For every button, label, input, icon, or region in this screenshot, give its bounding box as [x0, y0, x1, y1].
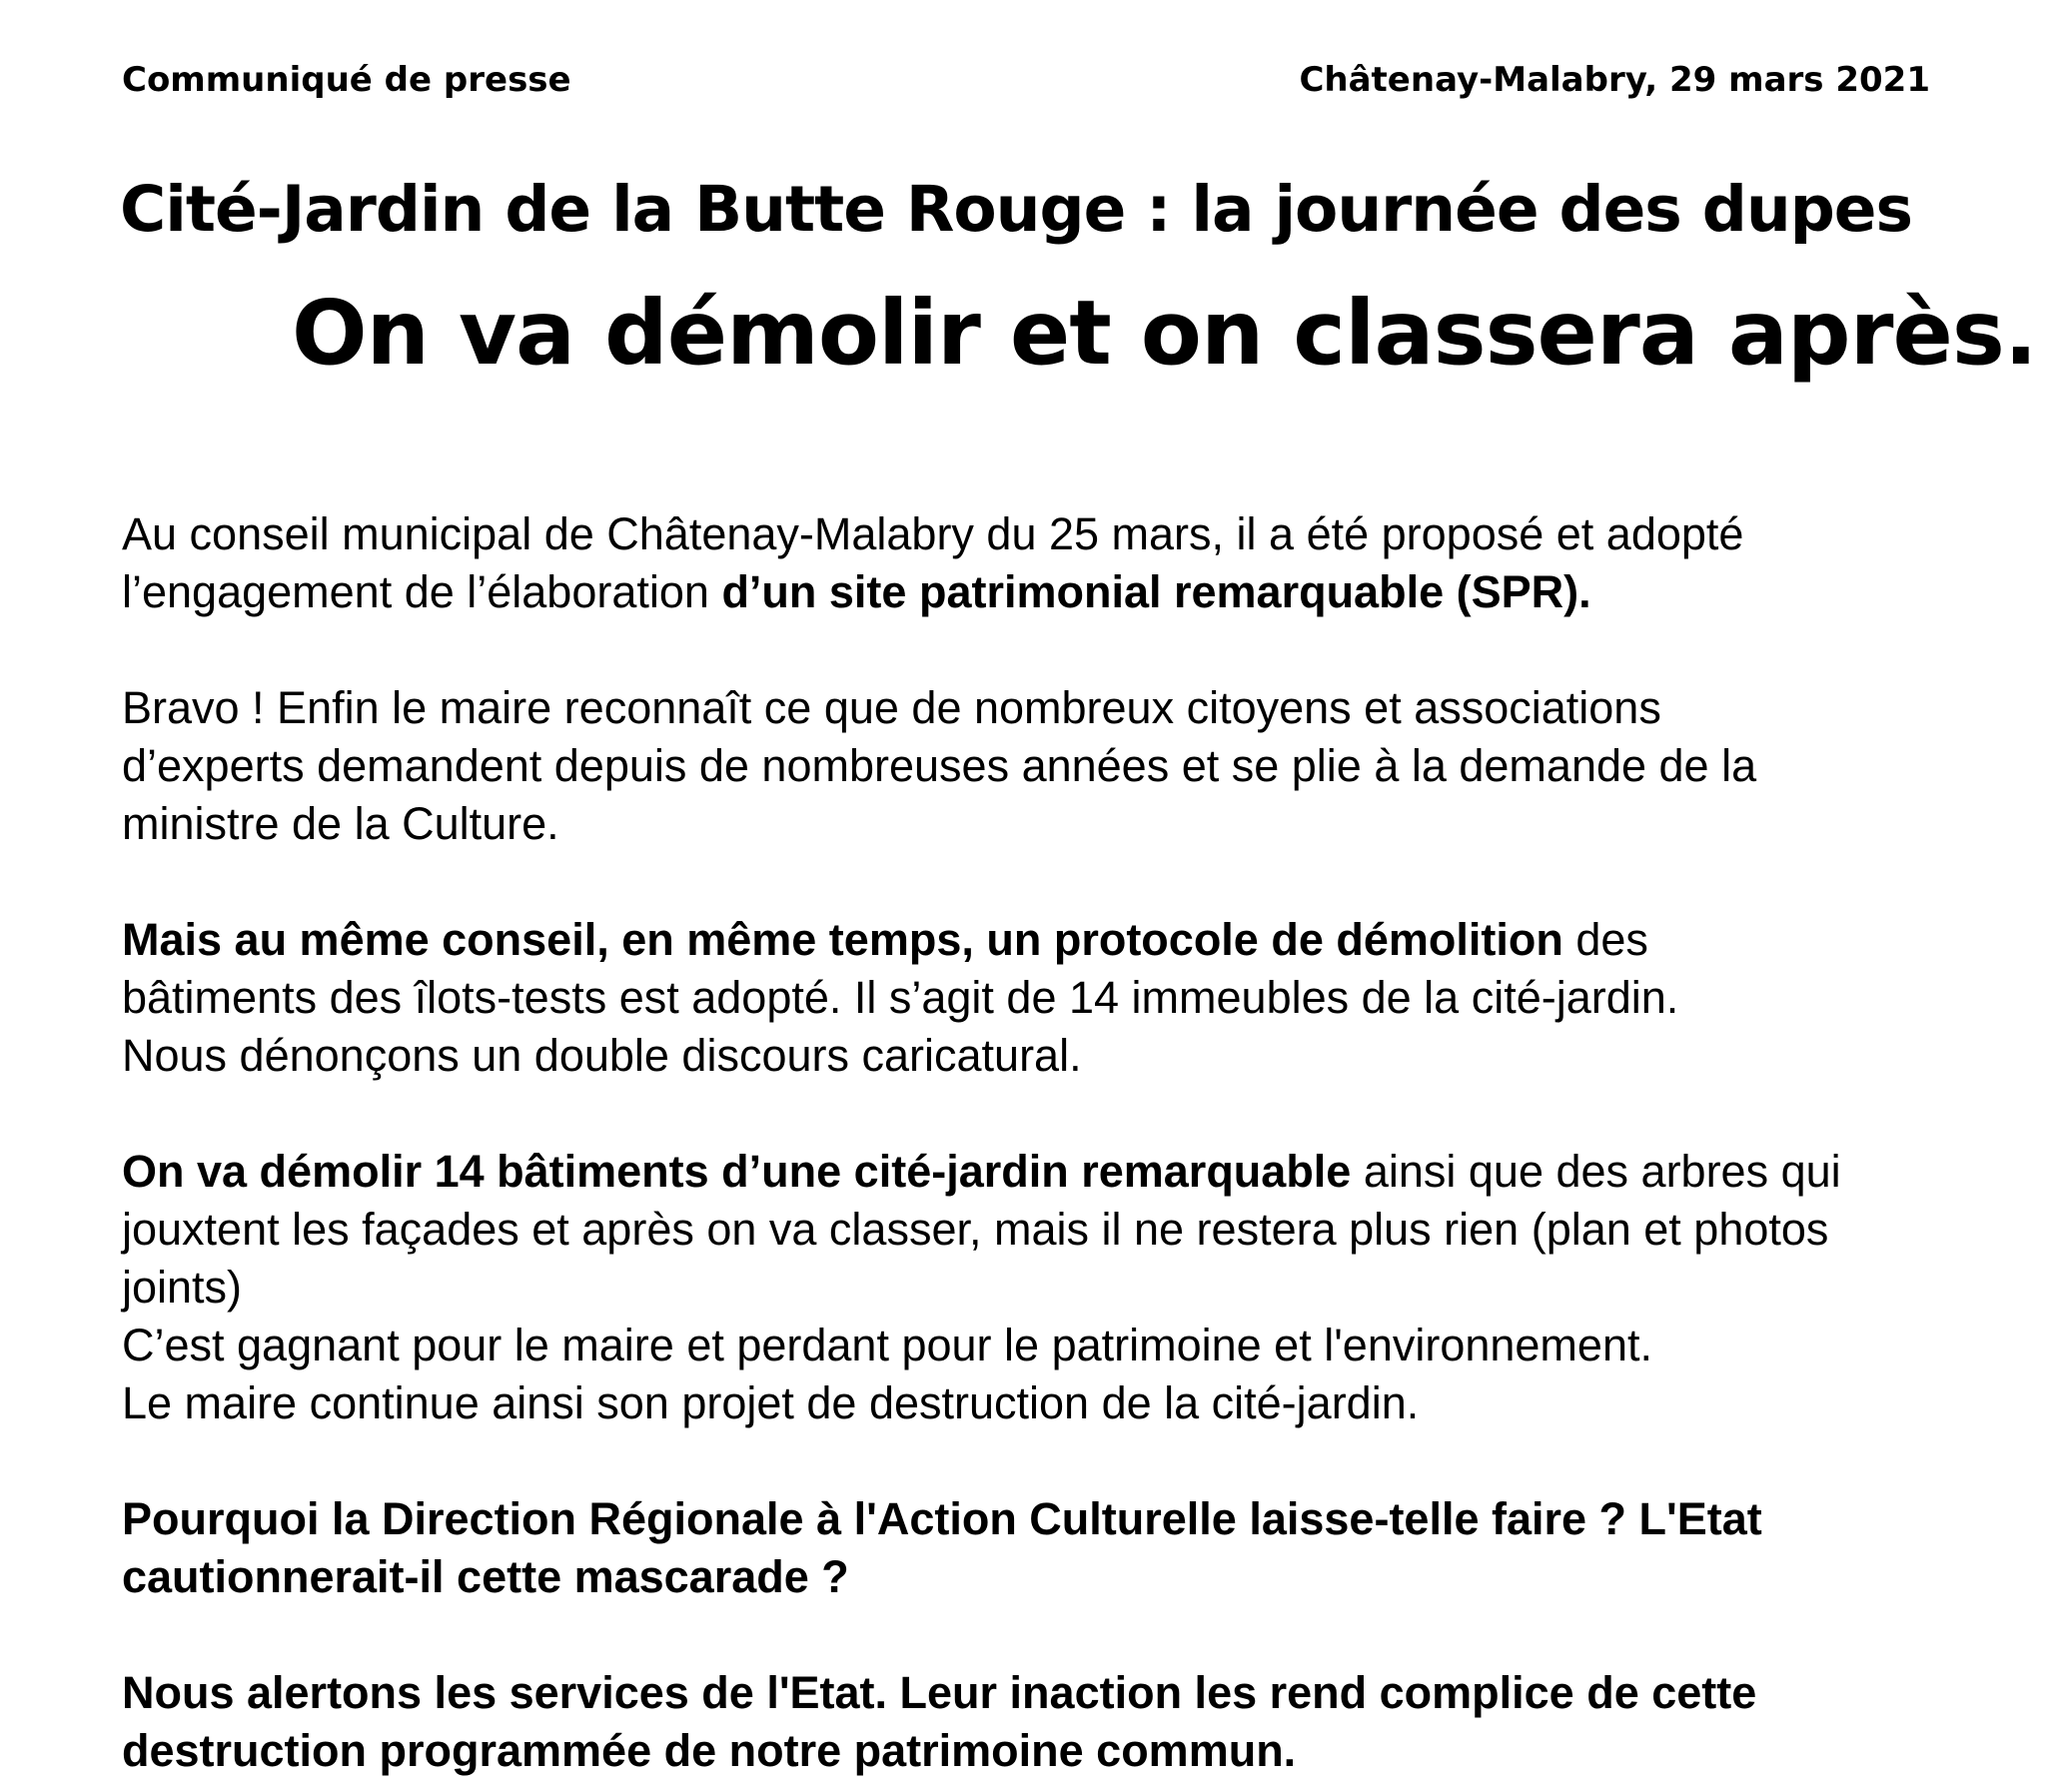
text-line: d’experts demandent depuis de nombreuses années et se plie à la demande de la — [122, 740, 1757, 791]
text-line: Au conseil municipal de Châtenay-Malabry du 25 mars, il a été proposé et adopté — [122, 508, 1744, 559]
text-line — [122, 1143, 2055, 1201]
document-type-label: Communiqué de presse — [122, 60, 571, 100]
text-line: bâtiments des îlots-tests est adopté. Il s’agit de 14 immeubles de la cité-jardin. — [122, 972, 1679, 1023]
page-title: Cité-Jardin de la Butte Rouge : la journée des dupes — [120, 173, 1913, 246]
text-line: Bravo ! Enfin le maire reconnaît ce que de nombreux citoyens et associations — [122, 682, 1661, 733]
text-bold: d’un site patrimonial remarquable (SPR). — [721, 566, 1591, 617]
text-bold: Mais au même conseil, en même temps, un protocole de démolition — [122, 914, 1563, 965]
body-text — [122, 505, 2055, 1780]
paragraph-question-drac — [122, 1490, 2055, 1606]
text-bold: On va démolir 14 bâtiments d’une cité-jardin remarquable — [122, 1146, 1352, 1197]
text-line: Le maire continue ainsi son projet de destruction de la cité-jardin. — [122, 1377, 1420, 1428]
text-normal: ainsi que des arbres qui — [1351, 1146, 1841, 1197]
paragraph-demolition-protocol — [122, 911, 2055, 1085]
page-subtitle: On va démolir et on classera après. — [292, 281, 2037, 385]
text-line-bold: destruction programmée de notre patrimoine commun. — [122, 1725, 1297, 1776]
text-normal: l’engagement de l’élaboration — [122, 566, 722, 617]
text-line-bold: Pourquoi la Direction Régionale à l'Action Culturelle laisse-telle faire ? L'Etat — [122, 1493, 1762, 1544]
text-line: C’est gagnant pour le maire et perdant pour le patrimoine et l'environnement. — [122, 1320, 1652, 1370]
header-row — [122, 58, 1930, 102]
text-line: ministre de la Culture. — [122, 798, 559, 849]
paragraph-bravo — [122, 679, 2055, 853]
text-line — [122, 563, 2055, 621]
text-line-bold: Nous alertons les services de l'Etat. Leur inaction les rend complice de cette — [122, 1667, 1757, 1718]
place-and-date: Châtenay-Malabry, 29 mars 2021 — [1299, 60, 1930, 100]
text-line — [122, 911, 2055, 969]
text-line: Nous dénonçons un double discours caricatural. — [122, 1030, 1082, 1081]
text-line-bold: cautionnerait-il cette mascarade ? — [122, 1551, 849, 1602]
paragraph-spr-adoption — [122, 505, 2055, 621]
paragraph-demolish-14-buildings — [122, 1143, 2055, 1432]
text-normal: des — [1562, 914, 1648, 965]
text-line: joints) — [122, 1262, 243, 1313]
text-line: jouxtent les façades et après on va classer, mais il ne restera plus rien (plan et photos — [122, 1204, 1829, 1255]
paragraph-alert-state — [122, 1664, 2055, 1780]
